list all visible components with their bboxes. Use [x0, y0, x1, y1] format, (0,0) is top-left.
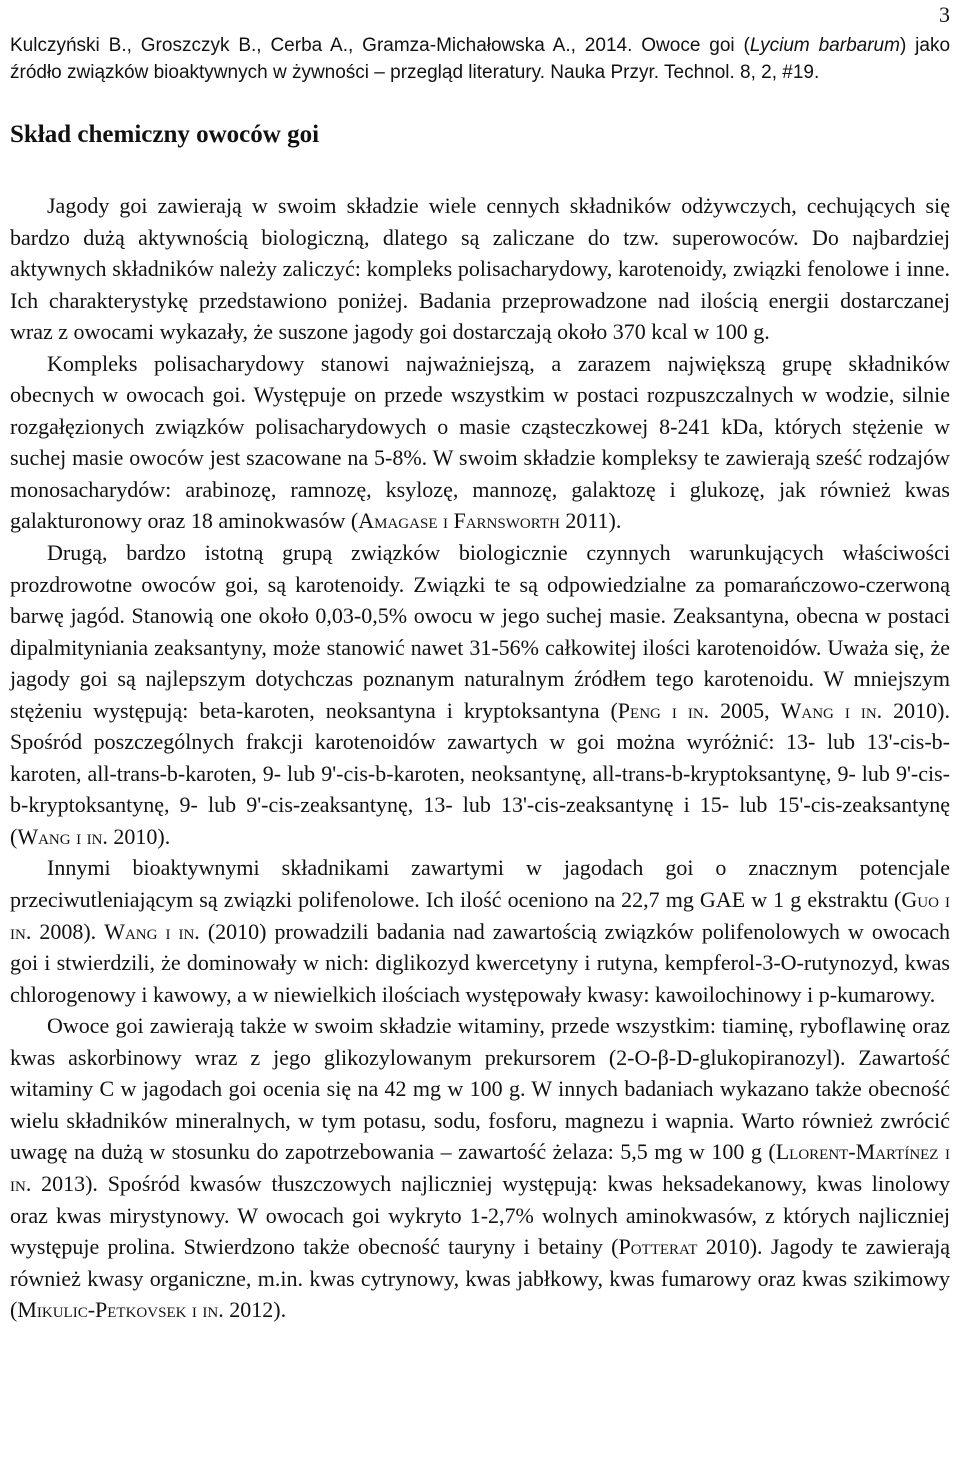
citation-author: Llorent-Martínez i in.: [10, 1139, 951, 1196]
paragraph-text: Drugą, bardzo istotną grupą związków biologicznie czynnych warunkujących właściwości prozdrowotne owoców goi, są karotenoidy. Związki te są odpowiedzialne za pomarańczowo-czerwoną barwę jagód. Stanowią one około 0,03-0,5% owocu w jego suchej masie. Zeaksantyna, obecna w postaci dipalmityniania zeaksantyny, może stanowić nawet 31-56% całkowitej ilości karotenoidów. Uważa się, że jagody goi są najlepszym dotychczas poznanym naturalnym źródłem tego karotenoidu. W mniejszym stężeniu występują: beta-karoten, neoksantyna i kryptoksantyna (: [10, 540, 950, 723]
paragraph-text: 2008).: [31, 918, 105, 944]
paragraph-text: 2012).: [223, 1297, 287, 1323]
citation-author: Wang i in.: [104, 918, 200, 944]
paragraph-text: Owoce goi zawierają także w swoim składzie witaminy, przede wszystkim: tiaminę, ryboflawinę oraz kwas askorbinowy wraz z jego glikozylowanym prekursorem (2-O-β-D-glukopiranozyl). Zawartość witaminy C w jagodach goi ocenia się na 42 mg w 100 g. W innych badaniach wykazano także obecność wielu składników mineralnych, w tym potasu, sodu, fosforu, magnezu i wapnia. Warto również zwrócić uwagę na dużą w stosunku do zapotrzebowania – zawartość żelaza: 5,5 mg w 100 g (: [10, 1013, 950, 1165]
paragraph-carotenoids: [10, 537, 950, 852]
paragraph-text: Kompleks polisacharydowy stanowi najważniejszą, a zarazem największą grupę składników obecnych w owocach goi. Występuje on przede wszystkim w postaci rozpuszczalnych w wodzie, silnie rozgałęzionych związków polisacharydowych o masie cząsteczkowej 8-241 kDa, których stężenie w suchej masie owoców jest szacowane na 5-8%. W swoim składzie kompleksy te zawierają sześć rodzajów monosacharydów: arabinozę, ramnozę, ksylozę, mannozę, galaktozę i glukozę, jak również kwas galakturonowy oraz 18 aminokwasów (: [10, 350, 950, 534]
citation-species-name: Lycium barbarum: [749, 35, 900, 56]
citation-author: Amagase i Farnsworth: [358, 508, 560, 534]
citation-author: Guo i in.: [10, 887, 950, 944]
paragraph-text: 2005,: [709, 697, 781, 723]
paragraph-polysaccharides: [10, 348, 950, 537]
citation-author: Wang i in.: [17, 823, 108, 849]
citation-author: Wang i in.: [780, 697, 883, 723]
citation-author: Potterat: [618, 1234, 698, 1260]
citation-text: Kulczyński B., Groszczyk B., Cerba A., Gramza-Michałowska A., 2014. Owoce goi (: [10, 35, 750, 56]
paragraph-text: 2011).: [559, 508, 622, 534]
paragraph-text: 2010). Jagody te zawierają również kwasy organiczne, m.in. kwas cytrynowy, kwas jabłkowy, kwas fumarowy oraz kwas szikimowy (: [10, 1234, 950, 1323]
paragraph-energy: Jagody goi zawierają w swoim składzie wiele cennych składników odżywczych, cechujących się bardzo dużą aktywnością biologiczną, dlatego są zaliczane do tzw. superowoców. Do najbardziej aktywnych składników należy zaliczyć: kompleks polisacharydowy, karotenoidy, związki fenolowe i inne. Ich charakterystykę przedstawiono poniżej. Badania przeprowadzone nad ilością energii dostarczanej wraz z owocami wykazały, że suszone jagody goi dostarczają około 370 kcal w 100 g.: [10, 193, 950, 345]
paragraph-vitamins: [10, 1010, 950, 1325]
paragraph-text: 2010). Spośród poszczególnych frakcji karotenoidów zawartych w goi można wyróżnić: 13- lub 13'-cis-b-karoten, all-trans-b-karoten, 9- lub 9'-cis-b-karoten, neoksantynę, all-trans-b-kryptoksantynę, 9- lub 9'-cis-b-kryptoksantynę, 9- lub 9'-cis-zeaksantynę, 13- lub 13'-cis-zeaksantynę i 15- lub 15'-cis-zeaksantynę (: [10, 697, 950, 849]
section-title: Skład chemiczny owoców goi: [10, 121, 320, 148]
citation-text-end: ) jako źródło związków bioaktywnych w żywności – przegląd literatury. Nauka Przyr. Technol. 8, 2, #19.: [10, 35, 951, 83]
body-text: [10, 190, 950, 1326]
paragraph-text: 2010).: [107, 823, 171, 849]
paragraph-text: 2013). Spośród kwasów tłuszczowych najliczniej występują: kwas heksadekanowy, kwas linolowy oraz kwas mirystynowy. W owocach goi wykryto 1-2,7% wolnych aminokwasów, z których najliczniej występuje prolina. Stwierdzono także obecność tauryny i betainy (: [10, 1170, 950, 1260]
citation-author: Mikulic-Petkovsek i in.: [17, 1297, 224, 1323]
page-number: 3: [939, 2, 950, 27]
paragraph-text: (2010) prowadzili badania nad zawartością związków polifenolowych w owocach goi i stwierdzili, że dominowały w nich: diglikozyd kwercetyny i rutyna, kempferol-3-O-rutynozyd, kwas chlorogenowy i kawowy, a w niewielkich ilościach występowały kwasy: kawoilochinowy i p-kumarowy.: [10, 918, 950, 1007]
citation-author: Peng i in.: [617, 697, 710, 723]
citation-header: [10, 32, 950, 86]
paragraph-text: Innymi bioaktywnymi składnikami zawartymi w jagodach goi o znacznym potencjale przeciwutleniającym są związki polifenolowe. Ich ilość oceniono na 22,7 mg GAE w 1 g ekstraktu (: [10, 855, 950, 913]
paragraph-polyphenols: [10, 852, 950, 1010]
